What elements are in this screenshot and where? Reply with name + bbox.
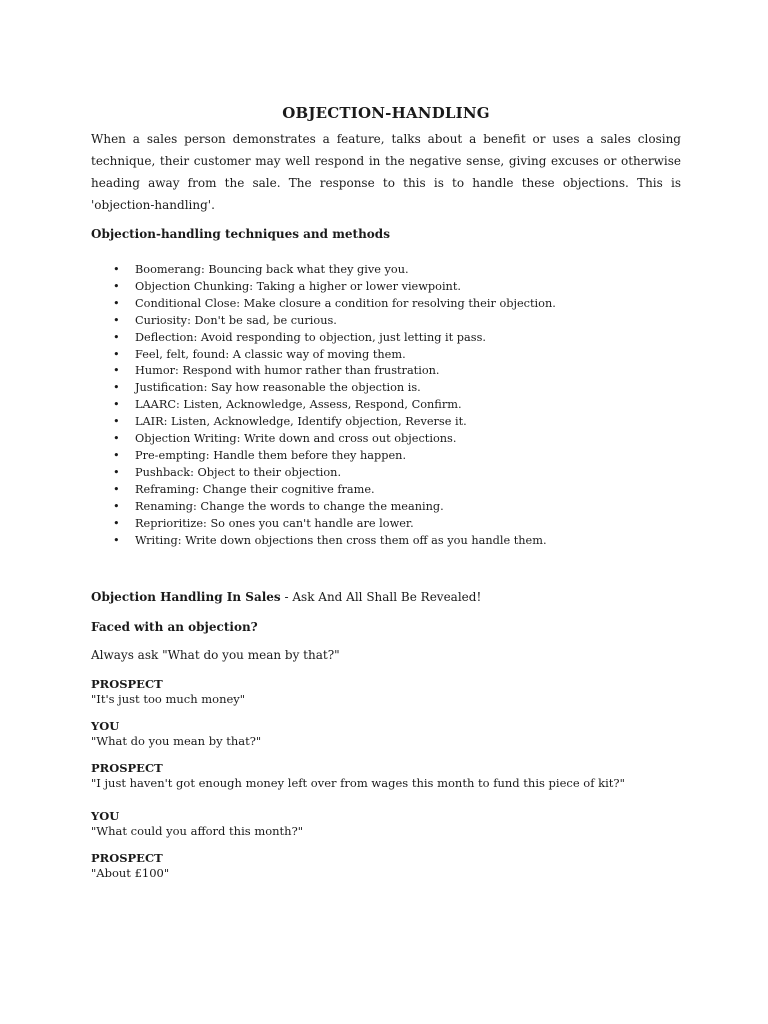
bullet-icon: • [113,465,120,479]
technique-text: LAIR: Listen, Acknowledge, Identify objection, Reverse it. [135,415,467,429]
technique-text: Pre-empting: Handle them before they happen. [135,448,407,462]
dialogue-exchange [91,851,681,881]
technique-text: Feel, felt, found: A classic way of moving them. [135,347,406,361]
bullet-icon: • [113,313,120,327]
list-item [91,465,681,482]
sales-heading-rest: - Ask And All Shall Be Revealed! [280,590,482,605]
bullet-icon: • [113,499,120,513]
list-item [91,533,681,550]
technique-text: Deflection: Avoid responding to objection, just letting it pass. [135,330,486,344]
list-item [91,279,681,296]
dialogue [91,677,681,881]
technique-text: Humor: Respond with humor rather than frustration. [135,364,440,378]
document-title: OBJECTION-HANDLING [282,104,490,122]
dialogue-exchange [91,719,681,749]
speaker-line: "I just haven't got enough money left over from wages this month to fund this piece of kit?" [91,776,625,791]
speaker-label: YOU [91,719,120,734]
bullet-icon: • [113,330,120,344]
list-item [91,482,681,499]
dialogue-exchange [91,809,681,839]
technique-text: Conditional Close: Make closure a condition for resolving their objection. [135,296,556,310]
speaker-label: PROSPECT [91,677,163,692]
bullet-icon: • [113,296,120,310]
sales-heading-bold: Objection Handling In Sales [91,590,281,605]
list-item [91,448,681,465]
technique-text: Objection Writing: Write down and cross out objections. [135,432,457,446]
bullet-icon: • [113,482,120,496]
bullet-icon: • [113,533,120,547]
list-item [91,499,681,516]
list-item [91,313,681,330]
bullet-icon: • [113,516,120,530]
bullet-icon: • [113,263,120,276]
technique-text: Reframing: Change their cognitive frame. [135,482,375,496]
list-item [91,363,681,380]
bullet-icon: • [113,432,120,446]
bullet-icon: • [113,415,120,429]
list-item [91,414,681,431]
list-item [91,347,681,364]
technique-text: Objection Chunking: Taking a higher or lower viewpoint. [135,279,461,293]
list-item [91,330,681,347]
speaker-line: "It's just too much money" [91,692,246,707]
speaker-line: "What could you afford this month?" [91,824,304,839]
list-item [91,431,681,448]
list-item [91,516,681,533]
bullet-icon: • [113,364,120,378]
technique-text: Pushback: Object to their objection. [135,465,342,479]
intro-paragraph: When a sales person demonstrates a feature, talks about a benefit or uses a sales closing technique, their customer may well respond in the negative sense, giving excuses or otherwise heading away from the sale. The response to this is to handle these objections. This is 'objection-handling'. [91,132,681,212]
list-item [91,296,681,313]
bullet-icon: • [113,398,120,412]
speaker-label: PROSPECT [91,761,163,776]
techniques-list [91,262,681,549]
list-item [91,380,681,397]
technique-text: Justification: Say how reasonable the objection is. [135,381,421,395]
bullet-icon: • [113,279,120,293]
always-ask-text: Always ask "What do you mean by that?" [91,648,340,663]
technique-text: Reprioritize: So ones you can't handle are lower. [135,516,414,530]
list-item [91,397,681,414]
speaker-line: "What do you mean by that?" [91,734,262,749]
technique-text: Boomerang: Bouncing back what they give you. [135,263,409,276]
technique-text: LAARC: Listen, Acknowledge, Assess, Respond, Confirm. [135,398,462,412]
technique-text: Curiosity: Don't be sad, be curious. [135,313,337,327]
speaker-label: YOU [91,809,120,824]
technique-text: Writing: Write down objections then cross them off as you handle them. [135,533,547,547]
bullet-icon: • [113,347,120,361]
bullet-icon: • [113,381,120,395]
document-page [91,104,681,893]
list-item [91,262,681,279]
dialogue-exchange [91,761,681,791]
speaker-line: "About £100" [91,866,170,881]
faced-heading: Faced with an objection? [91,620,258,635]
techniques-heading: Objection-handling techniques and methods [91,227,390,241]
dialogue-exchange [91,677,681,707]
sales-heading [91,589,681,605]
bullet-icon: • [113,448,120,462]
technique-text: Renaming: Change the words to change the meaning. [135,499,444,513]
speaker-label: PROSPECT [91,851,163,866]
